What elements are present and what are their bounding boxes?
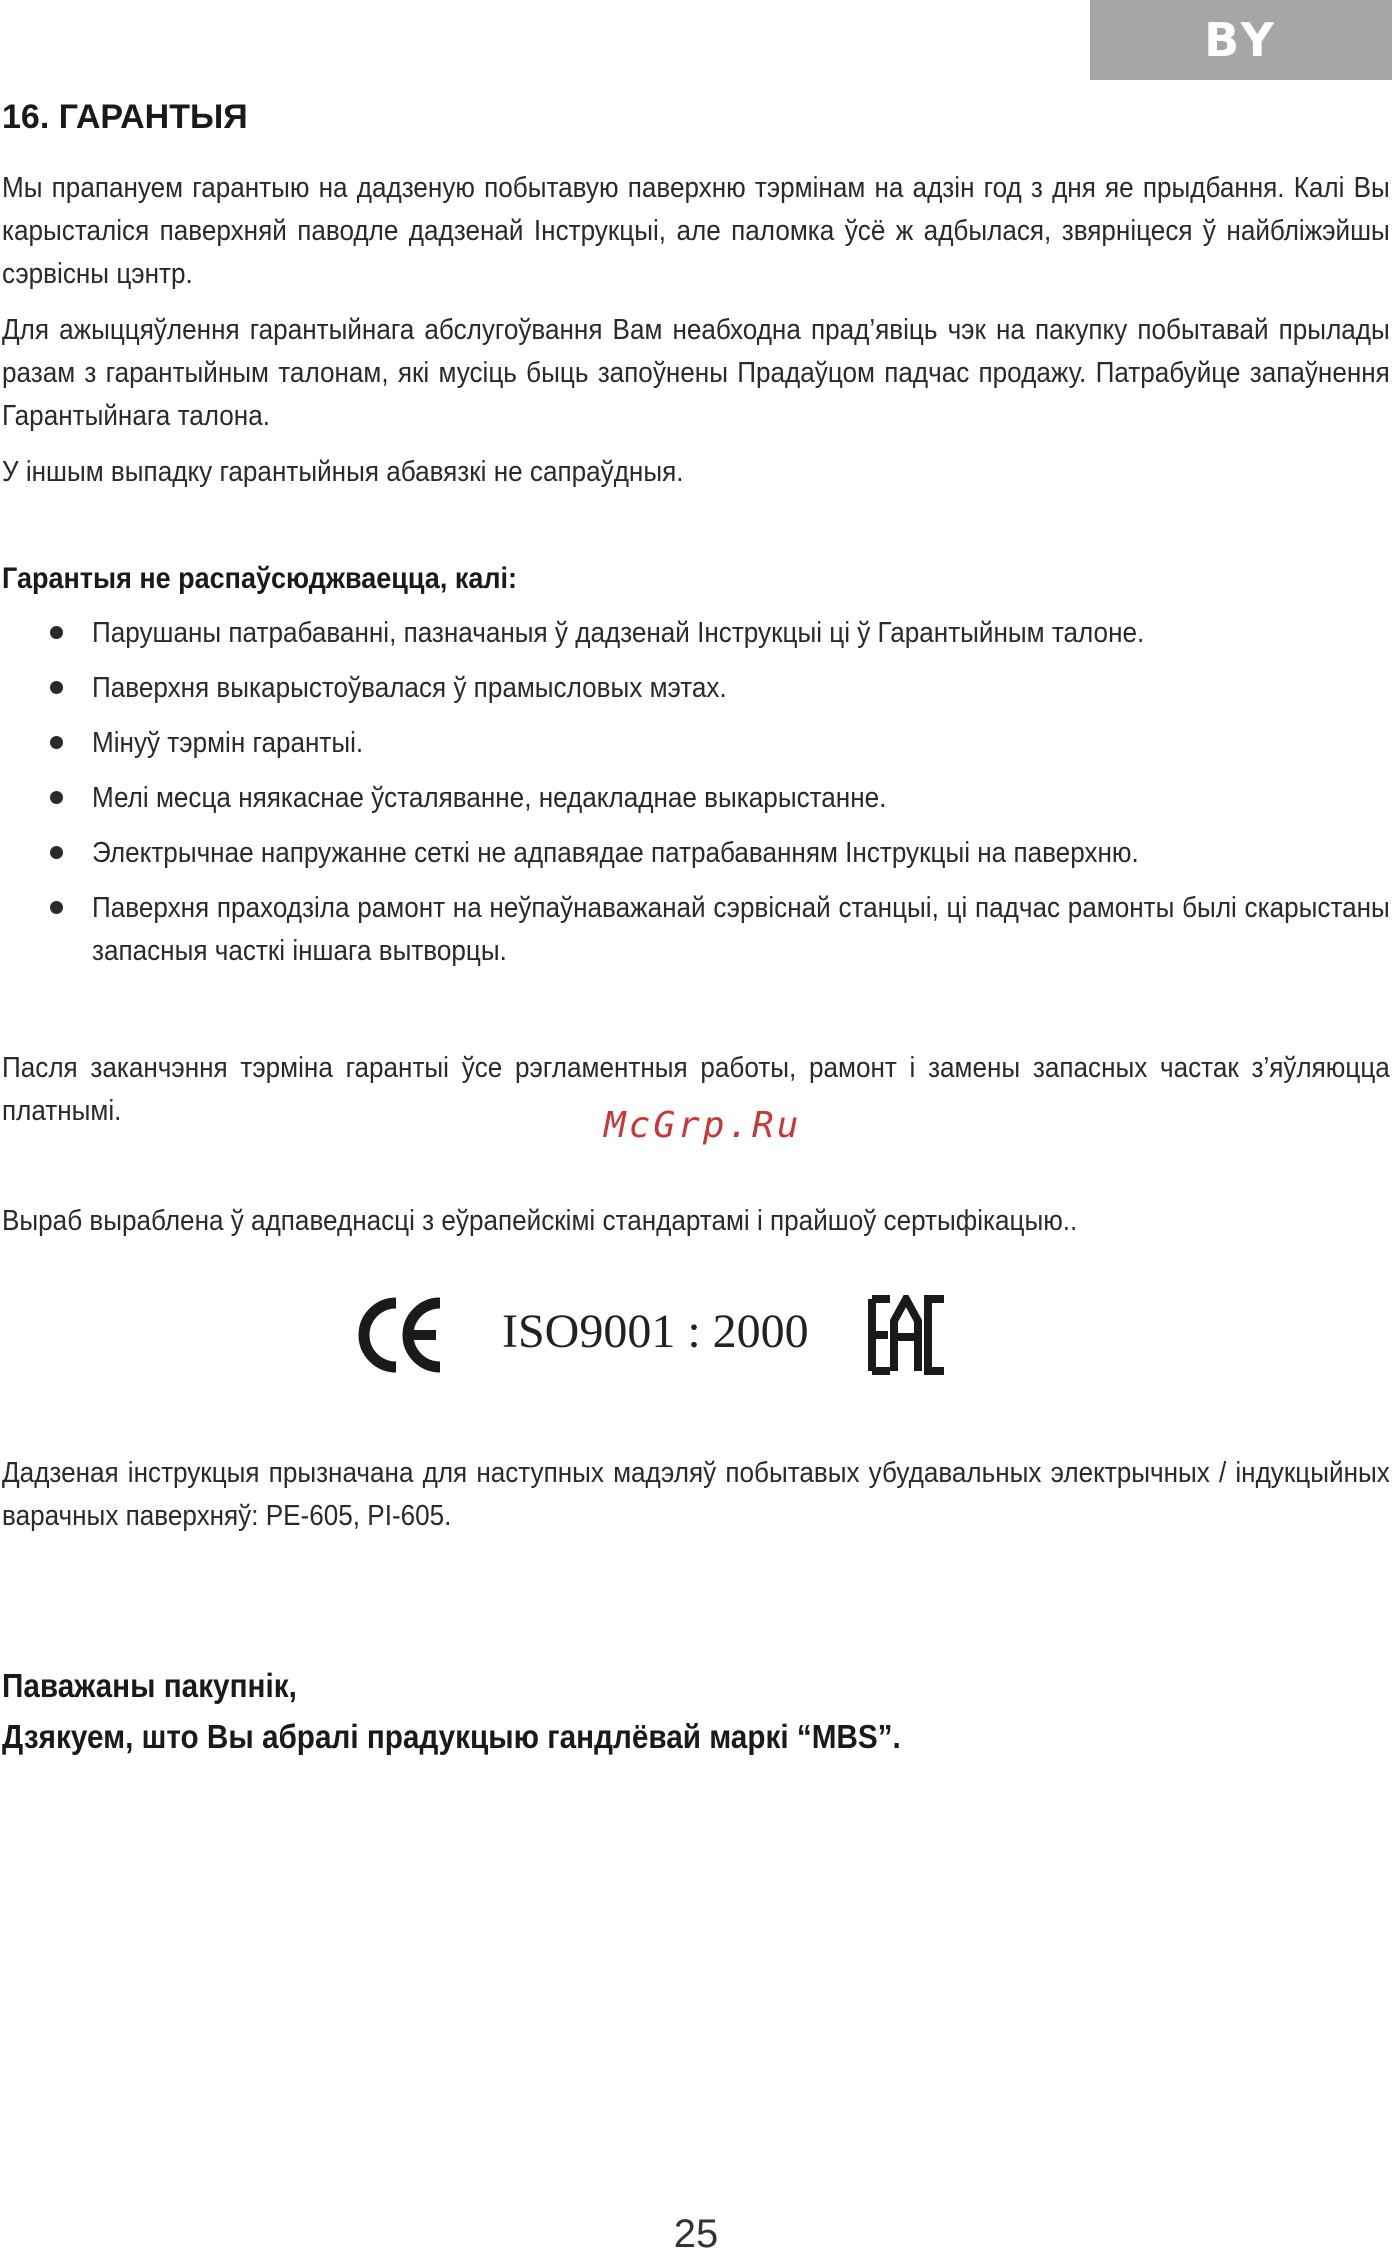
list-item-text: Парушаны патрабаванні, пазначаныя ў дадзенай Інструкцыі ці ў Гарантыйным талоне.: [92, 617, 1145, 649]
list-item-text: Электрычнае напружанне сеткі не адпавядае патрабаванням Інструкцыі на паверхню.: [92, 837, 1139, 869]
warranty-service-paragraph: Для ажыццяўлення гарантыйнага абслугоўвання Вам неабходна прад’явіць чэк на пакупку побытавай прылады разам з гарантыйным талонам, які мусіць быць запоўнены Прадаўцом падчас продажу. Патрабуйце запаўнення Гарантыйнага талона.: [2, 314, 1390, 432]
watermark-text: McGrp.Ru: [604, 1105, 802, 1146]
iso-certification: ISO9001 : 2000: [502, 1305, 809, 1358]
models-paragraph: Дадзеная інструкцыя прызначана для наступных мадэляў побытавых убудавальных электрычных / індукцыйных варачных паверхняў: PE-605, PI-605.: [2, 1457, 1390, 1532]
bullet-icon: [50, 791, 63, 804]
warranty-invalid-paragraph: У іншым выпадку гарантыйныя абавязкі не сапраўдныя.: [2, 456, 684, 488]
page-number: 25: [673, 2212, 719, 2256]
bullet-icon: [50, 626, 63, 639]
list-item-text: Паверхня выкарыстоўвалася ў прамысловых мэтах.: [92, 672, 727, 704]
ce-mark-icon: [356, 1295, 446, 1375]
standards-paragraph: Выраб выраблена ў адпаведнасці з еўрапейскімі стандартамі і прайшоў сертыфікацыю..: [2, 1205, 1078, 1237]
bullet-icon: [50, 736, 63, 749]
warranty-intro-paragraph: Мы прапануем гарантыю на дадзеную побытавую паверхню тэрмінам на адзін год з дня яе прыдбання. Калі Вы карысталіся паверхняй паводле дадзенай Інструкцыі, але паломка ўсё ж адбылася, звярніцеся ў найбліжэйшы сэрвісны цэнтр.: [2, 172, 1390, 290]
eac-mark-icon: [868, 1295, 948, 1375]
bullet-icon: [50, 846, 63, 859]
bullet-icon: [50, 901, 63, 914]
bullet-icon: [50, 681, 63, 694]
closing-thanks: Дзякуем, што Вы абралі прадукцыю гандлёвай маркі “MBS”.: [2, 1718, 901, 1755]
section-title: 16. ГАРАНТЫЯ: [2, 98, 248, 136]
language-code: BY: [1204, 13, 1278, 67]
list-item-text: Мінуў тэрмін гарантыі.: [92, 727, 364, 759]
list-item-text: Мелі месца няякаснае ўсталяванне, недакладнае выкарыстанне.: [92, 782, 887, 814]
language-tab: [1090, 0, 1392, 80]
certification-marks: [0, 1290, 1392, 1380]
exclusions-heading: Гарантыя не распаўсюджваецца, калі:: [2, 562, 518, 595]
list-item-text: Паверхня праходзіла рамонт на неўпаўнаважанай сэрвіснай станцыі, ці падчас рамонты былі скарыстаны запасныя часткі іншага вытворцы.: [92, 892, 1390, 967]
after-warranty-paragraph: Пасля заканчэння тэрміна гарантыі ўсе рэгламентныя работы, рамонт і замены запасных частак з’яўляюцца платнымі.: [2, 1052, 1390, 1127]
closing-greeting: Паважаны пакупнік,: [2, 1667, 297, 1704]
